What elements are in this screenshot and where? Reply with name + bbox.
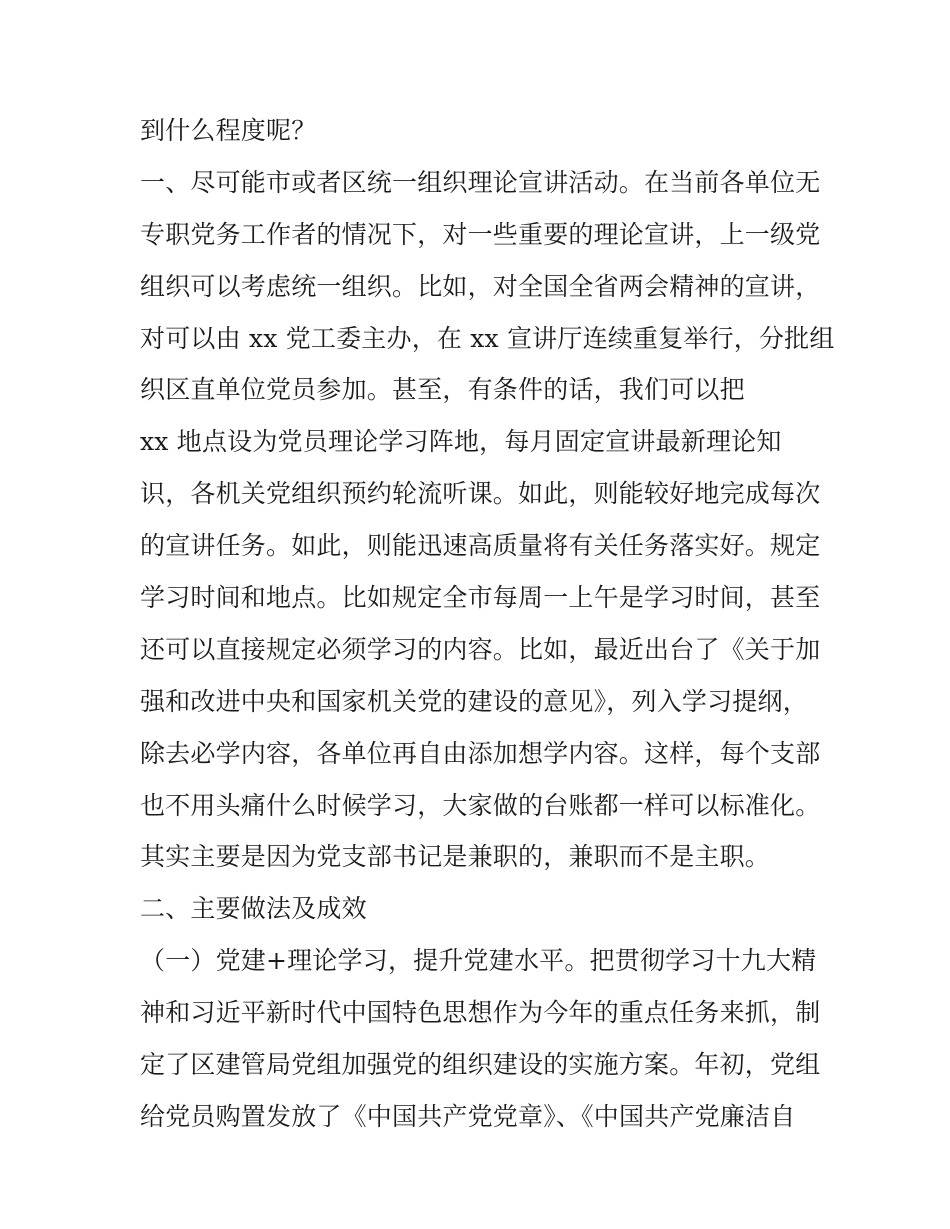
text-line: （一）党建+理论学习，提升党建水平。把贯彻学习十九大精 xyxy=(140,946,817,976)
text-line: 一、尽可能市或者区统一组织理论宣讲活动。在当前各单位无 xyxy=(140,167,821,197)
text-line: 识，各机关党组织预约轮流听课。如此，则能较好地完成每次 xyxy=(140,479,821,509)
text-line: 除去必学内容，各单位再自由添加想学内容。这样，每个支部 xyxy=(140,738,821,768)
text-line: 到什么程度呢？ xyxy=(140,116,317,145)
text-line: 强和改进中央和国家机关党的建设的意见》，列入学习提纲， xyxy=(140,686,808,716)
section-heading: 二、主要做法及成效 xyxy=(140,894,367,924)
text-line: 还可以直接规定必须学习的内容。比如，最近出台了《关于加 xyxy=(140,634,821,664)
text-line: 对可以由 xx 党工委主办，在 xx 宣讲厅连续重复举行，分批组 xyxy=(140,323,835,353)
text-line: 神和习近平新时代中国特色思想作为今年的重点任务来抓，制 xyxy=(140,998,821,1028)
text-line: 组织可以考虑统一组织。比如，对全国全省两会精神的宣讲， xyxy=(140,271,821,301)
text-line: 也不用头痛什么时候学习，大家做的台账都一样可以标准化。 xyxy=(140,790,821,820)
body-text xyxy=(140,105,835,1143)
text-line: 给党员购置发放了《中国共产党党章》、《中国共产党廉洁自 xyxy=(140,1101,796,1131)
text-line: 其实主要是因为党支部书记是兼职的，兼职而不是主职。 xyxy=(140,842,771,872)
text-line: 的宣讲任务。如此，则能迅速高质量将有关任务落实好。规定 xyxy=(140,531,821,561)
text-line: 学习时间和地点。比如规定全市每周一上午是学习时间，甚至 xyxy=(140,583,821,613)
text-line: 定了区建管局党组加强党的组织建设的实施方案。年初，党组 xyxy=(140,1050,821,1080)
text-line: 织区直单位党员参加。甚至，有条件的话，我们可以把 xyxy=(140,375,745,405)
text-line: 专职党务工作者的情况下，对一些重要的理论宣讲，上一级党 xyxy=(140,219,821,249)
text-line: xx 地点设为党员理论学习阵地，每月固定宣讲最新理论知 xyxy=(140,427,782,457)
